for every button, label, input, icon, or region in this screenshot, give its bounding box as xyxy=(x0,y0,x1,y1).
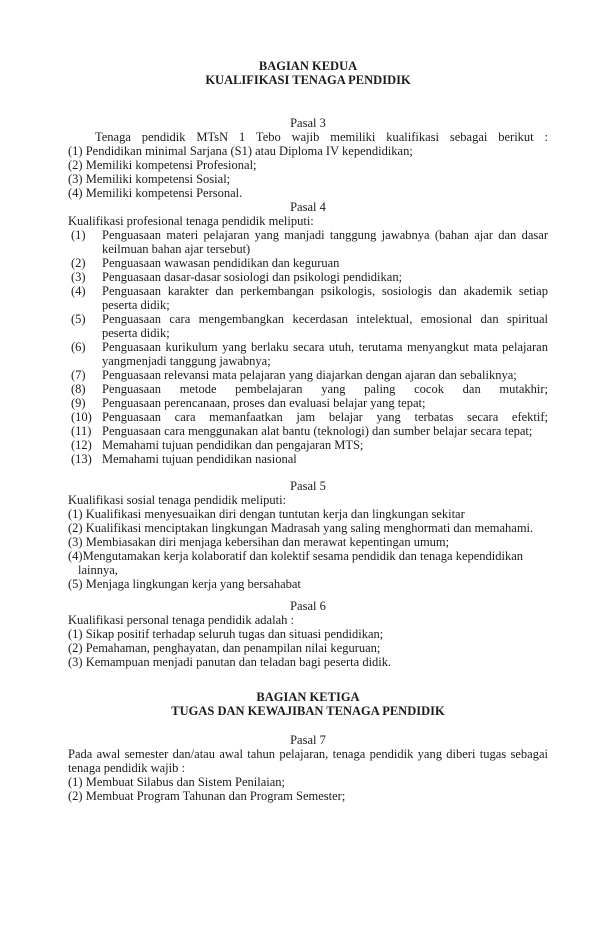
list-item xyxy=(68,270,548,284)
item-number: (10) xyxy=(71,410,92,424)
item-number: (5) xyxy=(71,312,86,326)
item-text: Penguasaan materi pelajaran yang manjadi tanggung jawabnya (bahan ajar dan dasar keilmuan bahan ajar tersebut) xyxy=(102,228,548,256)
item-text: Penguasaan dasar-dasar sosiologi dan psikologi pendidikan; xyxy=(102,270,403,284)
item-number: (6) xyxy=(71,340,86,354)
list-item xyxy=(68,228,548,256)
list-item xyxy=(68,396,548,410)
list-item: (3) Kemampuan menjadi panutan dan teladan bagi peserta didik. xyxy=(68,655,392,669)
list-item xyxy=(68,382,548,396)
pasal-6-list xyxy=(68,627,548,669)
list-item xyxy=(68,410,548,424)
pasal-7-intro: Pada awal semester dan/atau awal tahun pelajaran, tenaga pendidik yang diberi tugas sebagai tenaga pendidik wajib : xyxy=(68,747,548,775)
list-item: (2) Pemahaman, penghayatan, dan penampilan nilai keguruan; xyxy=(68,641,381,655)
item-text: Penguasaan metode pembelajaran yang paling cocok dan mutakhir; xyxy=(102,382,548,396)
pasal-3-heading: Pasal 3 xyxy=(290,116,326,130)
list-item: (4)Mengutamakan kerja kolaboratif dan kolektif sesama pendidik dan tenaga kependidikan lainnya, xyxy=(68,549,524,577)
bagian-ketiga-heading xyxy=(68,690,548,718)
list-item: (3) Memiliki kompetensi Sosial; xyxy=(68,172,231,186)
list-item xyxy=(68,256,548,270)
item-text: Penguasaan perencanaan, proses dan evaluasi belajar yang tepat; xyxy=(102,396,426,410)
item-text: Penguasaan karakter dan perkembangan psikologis, sosiologis dan akademik setiap peserta didik; xyxy=(102,284,548,312)
bagian-kedua-title: BAGIAN KEDUA xyxy=(258,59,358,73)
item-number: (3) xyxy=(71,270,86,284)
list-item xyxy=(68,424,548,438)
pasal-7-list xyxy=(68,775,548,803)
list-item: (3) Membiasakan diri menjaga kebersihan dan merawat kepentingan umum; xyxy=(68,535,450,549)
item-number: (12) xyxy=(71,438,92,452)
pasal-6-heading: Pasal 6 xyxy=(290,599,326,613)
item-number: (1) xyxy=(71,228,86,242)
pasal-4-list xyxy=(68,228,548,466)
bagian-ketiga-subtitle: TUGAS DAN KEWAJIBAN TENAGA PENDIDIK xyxy=(171,704,445,718)
list-item xyxy=(68,368,548,382)
list-item: (4) Memiliki kompetensi Personal. xyxy=(68,186,243,200)
item-text: Memahami tujuan pendidikan dan pengajaran MTS; xyxy=(102,438,364,452)
list-item: (2) Membuat Program Tahunan dan Program Semester; xyxy=(68,789,346,803)
list-item xyxy=(68,438,548,452)
list-item xyxy=(68,340,548,368)
pasal-3-intro: Tenaga pendidik MTsN 1 Tebo wajib memiliki kualifikasi sebagai berikut : xyxy=(95,130,548,144)
item-number: (11) xyxy=(71,424,92,438)
item-text: Penguasaan relevansi mata pelajaran yang diajarkan dengan ajaran dan sebaliknya; xyxy=(102,368,517,382)
list-item: (1) Membuat Silabus dan Sistem Penilaian; xyxy=(68,775,285,789)
pasal-5-intro: Kualifikasi sosial tenaga pendidik meliputi: xyxy=(68,493,287,507)
list-item: (1) Sikap positif terhadap seluruh tugas dan situasi pendidikan; xyxy=(68,627,384,641)
pasal-5-heading: Pasal 5 xyxy=(290,479,326,493)
pasal-6-intro: Kualifikasi personal tenaga pendidik adalah : xyxy=(68,613,294,627)
item-text: Penguasaan cara menggunakan alat bantu (teknologi) dan sumber belajar secara tepat; xyxy=(102,424,533,438)
list-item: (1) Pendidikan minimal Sarjana (S1) atau Diploma IV kependidikan; xyxy=(68,144,413,158)
item-text: Penguasaan cara mengembangkan kecerdasan intelektual, emosional dan spiritual peserta didik; xyxy=(102,312,548,340)
list-item: (2) Kualifikasi menciptakan lingkungan Madrasah yang saling menghormati dan memahami. xyxy=(68,521,534,535)
list-item: (2) Memiliki kompetensi Profesional; xyxy=(68,158,257,172)
bagian-ketiga-title: BAGIAN KETIGA xyxy=(256,690,360,704)
pasal-7-heading: Pasal 7 xyxy=(290,733,326,747)
item-number: (8) xyxy=(71,382,86,396)
pasal-5-list xyxy=(68,507,548,591)
item-text: Penguasaan wawasan pendidikan dan keguruan xyxy=(102,256,340,270)
bagian-kedua-heading xyxy=(68,59,548,87)
item-number: (2) xyxy=(71,256,86,270)
item-number: (13) xyxy=(71,452,92,466)
item-text: Memahami tujuan pendidikan nasional xyxy=(102,452,297,466)
item-text: Penguasaan kurikulum yang berlaku secara utuh, terutama menyangkut mata pelajaran yangmenjadi tanggung jawabnya; xyxy=(102,340,548,368)
list-item: (5) Menjaga lingkungan kerja yang bersahabat xyxy=(68,577,301,591)
item-number: (4) xyxy=(71,284,86,298)
list-item xyxy=(68,284,548,312)
list-item xyxy=(68,452,548,466)
pasal-3-list xyxy=(68,144,548,200)
list-item xyxy=(68,312,548,340)
item-number: (9) xyxy=(71,396,86,410)
pasal-4-heading: Pasal 4 xyxy=(290,200,326,214)
list-item: (1) Kualifikasi menyesuaikan diri dengan tuntutan kerja dan lingkungan sekitar xyxy=(68,507,465,521)
item-number: (7) xyxy=(71,368,86,382)
item-text: Penguasaan cara memanfaatkan jam belajar yang terbatas secara efektif; xyxy=(102,410,548,424)
bagian-kedua-subtitle: KUALIFIKASI TENAGA PENDIDIK xyxy=(205,73,411,87)
pasal-4-intro: Kualifikasi profesional tenaga pendidik meliputi: xyxy=(68,214,314,228)
